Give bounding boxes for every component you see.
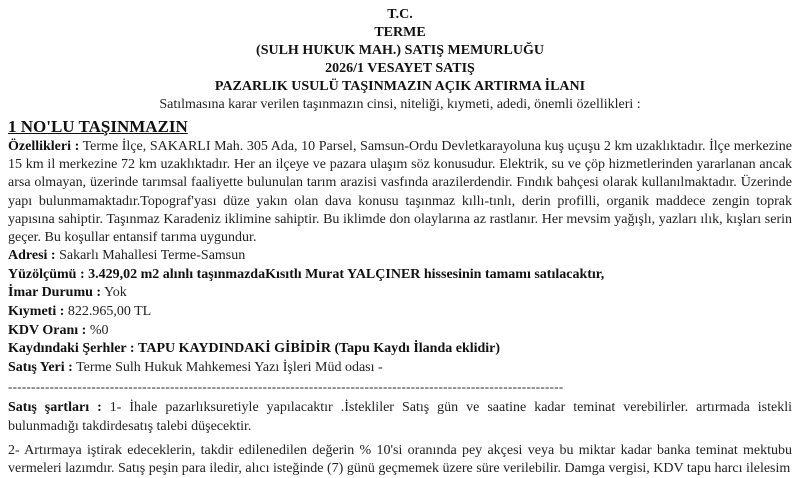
vat-value: %0	[89, 322, 109, 338]
condition-item-2: 2- Artırmaya iştirak edeceklerin, takdir edilenedilen değerin % 10'si oranında pey akçesi veya bu miktar kadar banka teminat mektubu vermeleri lazımdır. Satış peşin para iledir, alıcı isteğinde (7) günü geçmemek üzere süre verilebilir. Damga vergisi, KDV tapu harcı ilelesim	[8, 442, 792, 476]
encumbrance-row	[8, 340, 792, 359]
header-line-terme: TERME	[374, 25, 426, 40]
header-line-tc: T.C.	[387, 7, 413, 22]
zoning-row	[8, 284, 792, 303]
vat-row	[8, 322, 792, 341]
encumbrance-value: TAPU KAYDINDAKİ GİBİDİR (Tapu Kaydı İlanda eklidir)	[138, 341, 501, 357]
area-value: 3.429,02 m2 alınlı taşınmazdaKısıtlı Murat YALÇINER hissesinin tamamı satılacaktır,	[88, 266, 605, 282]
separator-line: ------------------------------------------------------------------------------------------------------------------------	[8, 379, 564, 395]
sale-place-value: Terme Sulh Hukuk Mahkemesi Yazı İşleri Müd odası -	[76, 359, 383, 375]
zoning-value: Yok	[104, 285, 127, 301]
value-label: Kıymeti :	[8, 304, 65, 319]
address-row	[8, 247, 792, 266]
features-text: Terme İlçe, SAKARLI Mah. 305 Ada, 10 Parsel, Samsun-Ordu Devletkarayoluna kuş uçuşu 2 km uzaklıktadır. İlçe merkezine 15 km il merkezine 72 km uzaklıktadır. Her an ilçeye ve pazara ulaşım söz konusudur. Elektrik, su ve çöp hizmetlerinden yararlanan ancak arsa olmayan, üzerinde tarımsal faaliyette bulunulan tarım arazisi vasfında arazilerdendir. Fındık bahçesi olarak kullanılmaktadır. Üzerinde yapı bulunmamaktadır.Topograf'yası düze yakın olan dava konusu taşınmaz kıllı-tınlı, derin profilli, organik maddece zengin toprak yapısına sahiptir. Taşınmaz Karadeniz iklimine sahiptir. Bu iklimde don olaylarına az rastlanır. Her mevsim yağışlı, yazları ılık, kışları serin geçer. Bu koşullar entansif tarıma uygundur.	[8, 139, 792, 246]
header-line-case-number: 2026/1 VESAYET SATIŞ	[325, 61, 475, 76]
area-row	[8, 266, 792, 285]
header-line-notice-title: PAZARLIK USULÜ TAŞINMAZIN AÇIK ARTIRMA İLANI	[214, 79, 586, 94]
sale-place-row	[8, 359, 792, 378]
address-value: Sakarlı Mahallesi Terme-Samsun	[59, 248, 246, 264]
header-line-office: (SULH HUKUK MAH.) SATIŞ MEMURLUĞU	[256, 43, 544, 58]
features-paragraph	[8, 138, 792, 247]
property-title: 1 NO'LU TAŞINMAZIN	[8, 117, 188, 136]
condition-item-1	[8, 399, 792, 435]
features-label: Özellikleri :	[8, 139, 80, 154]
condition-item-1-text: 1- İhale pazarlıksuretiyle yapılacaktır .İstekliler Satış gün ve saatine kadar teminat verebilirler. artırmada istekli bulunmadığı takdirdesatış talebi düşecektir.	[8, 400, 793, 434]
encumbrance-label: Kaydındaki Şerhler :	[8, 341, 135, 357]
zoning-label: İmar Durumu :	[8, 285, 102, 301]
value-amount: 822.965,00 TL	[67, 304, 152, 319]
vat-label: KDV Oranı :	[8, 322, 87, 338]
address-label: Adresi :	[8, 248, 56, 264]
value-row	[8, 303, 792, 322]
intro-text: Satılmasına karar verilen taşınmazın cinsi, niteliği, kıymeti, adedi, önemli özellikleri :	[159, 97, 641, 112]
sale-place-label: Satış Yeri :	[8, 359, 73, 375]
area-label: Yüzölçümü :	[8, 266, 85, 282]
conditions-label: Satış şartları :	[8, 400, 102, 416]
